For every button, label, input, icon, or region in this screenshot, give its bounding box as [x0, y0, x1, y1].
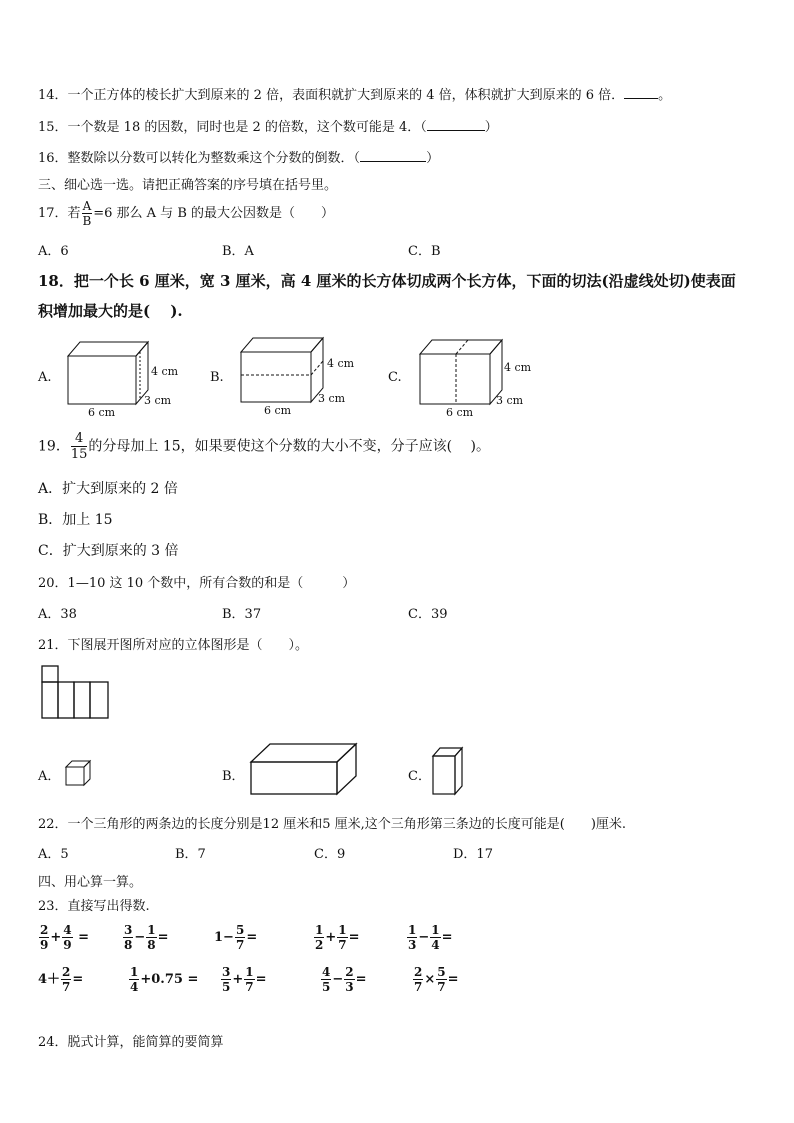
calc-item-3[interactable]: 1− $\frac{5}{7}$ =	[214, 923, 258, 952]
box-b-figure	[248, 740, 360, 798]
question-18-line2: 积增加最大的是( ).	[38, 302, 183, 320]
option-c[interactable]: C．B	[408, 244, 441, 259]
calc-item-2[interactable]: $\frac{3}{8}$ − $\frac{1}{8}$ =	[124, 923, 169, 952]
option-b-label[interactable]: B．	[222, 769, 245, 784]
question-15: 15．一个数是 18 的因数，同时也是 2 的倍数，这个数可能是 4．（ ）	[38, 120, 498, 135]
option-c-label[interactable]: C．	[408, 769, 431, 784]
cuboid-c-diagram	[414, 336, 544, 420]
question-21: 21．下图展开图所对应的立体图形是（ ）。	[38, 638, 309, 653]
cube-net-diagram	[38, 664, 128, 722]
option-b-label[interactable]: B.	[210, 370, 224, 385]
calc-item-5[interactable]: $\frac{1}{3}$ − $\frac{1}{4}$ =	[408, 923, 453, 952]
option-a-label[interactable]: A.	[38, 370, 52, 385]
option-a[interactable]: A．扩大到原来的 2 倍	[38, 481, 178, 497]
question-19: 19． $\frac{4}{15}$ 的分母加上 15，如果要使这个分数的大小不变，分子应该( )。	[38, 431, 491, 462]
question-number: 16．	[38, 151, 68, 166]
question-text: 一个正方体的棱长扩大到原来的 2 倍，表面积就扩大到原来的 4 倍，体积就扩大到原来的 6 倍．	[67, 88, 625, 103]
height-label: 4 cm	[504, 361, 532, 374]
option-b[interactable]: B．A	[222, 244, 254, 259]
calc-item-7[interactable]: $\frac{1}{4}$ +0.75 =	[130, 965, 199, 994]
box-c-figure	[430, 744, 470, 796]
question-text: 整数除以分数可以转化为整数乘这个分数的倒数．（	[67, 151, 361, 166]
answer-blank[interactable]	[624, 86, 658, 99]
width-label: 3 cm	[318, 392, 346, 405]
option-c[interactable]: C．扩大到原来的 3 倍	[38, 543, 179, 559]
option-c-label[interactable]: C.	[388, 370, 402, 385]
answer-blank[interactable]	[427, 118, 485, 131]
option-a[interactable]: A．5	[38, 847, 69, 862]
option-a[interactable]: A．6	[38, 244, 69, 259]
question-number: 14．	[38, 88, 68, 103]
section-3-heading: 三、细心选一选。请把正确答案的序号填在括号里。	[38, 178, 338, 193]
width-label: 3 cm	[496, 394, 524, 407]
question-24: 24．脱式计算，能简算的要简算	[38, 1035, 224, 1050]
question-number: 15．	[38, 120, 68, 135]
cuboid-a-diagram	[60, 338, 190, 420]
cube-a-figure	[64, 760, 94, 788]
option-b[interactable]: B．37	[222, 607, 262, 622]
option-b[interactable]: B．7	[175, 847, 206, 862]
answer-blank[interactable]	[360, 149, 426, 162]
option-b[interactable]: B．加上 15	[38, 512, 113, 528]
question-18-line1: 18．把一个长 6 厘米，宽 3 厘米，高 4 厘米的长方体切成两个长方体，下面的切法(沿虚线处切)使表面	[38, 272, 736, 290]
question-22: 22．一个三角形的两条边的长度分别是12 厘米和5 厘米,这个三角形第三条边的长度可能是( )厘米.	[38, 817, 627, 832]
length-label: 6 cm	[88, 406, 116, 419]
length-label: 6 cm	[446, 406, 474, 419]
fraction-a-over-b: $\frac{A}{B}$	[82, 199, 92, 228]
cuboid-b-diagram	[236, 334, 366, 418]
option-a[interactable]: A．38	[38, 607, 77, 622]
height-label: 4 cm	[327, 357, 355, 370]
option-c[interactable]: C．9	[314, 847, 346, 862]
calc-item-10[interactable]: $\frac{2}{7}$ × $\frac{5}{7}$ =	[414, 965, 459, 994]
question-20: 20．1—10 这 10 个数中，所有合数的和是（ ）	[38, 576, 356, 591]
option-a-label[interactable]: A．	[38, 769, 61, 784]
option-c[interactable]: C．39	[408, 607, 448, 622]
option-d[interactable]: D．17	[453, 847, 493, 862]
calc-item-8[interactable]: $\frac{3}{5}$ + $\frac{1}{7}$ =	[222, 965, 267, 994]
length-label: 6 cm	[264, 404, 292, 417]
height-label: 4 cm	[151, 365, 179, 378]
question-17: 17．若 $\frac{A}{B}$ =6 那么 A 与 B 的最大公因数是（ ）	[38, 199, 335, 228]
question-text: 一个数是 18 的因数，同时也是 2 的倍数，这个数可能是 4．（	[67, 120, 427, 135]
calc-item-1[interactable]: $\frac{2}{9}$ + $\frac{4}{9}$ =	[40, 923, 90, 952]
calc-item-4[interactable]: $\frac{1}{2}$ + $\frac{1}{7}$ =	[315, 923, 360, 952]
calc-item-6[interactable]: 4＋ $\frac{2}{7}$ =	[38, 965, 84, 994]
question-14: 14．一个正方体的棱长扩大到原来的 2 倍，表面积就扩大到原来的 4 倍，体积就扩大到原来的 6 倍． 。	[38, 88, 672, 103]
calc-item-9[interactable]: $\frac{4}{5}$ − $\frac{2}{3}$ =	[322, 965, 367, 994]
section-4-heading: 四、用心算一算。	[38, 875, 143, 890]
width-label: 3 cm	[144, 394, 172, 407]
question-23: 23．直接写出得数.	[38, 899, 150, 914]
fraction-4-15: $\frac{4}{15}$	[70, 431, 88, 462]
question-16: 16．整数除以分数可以转化为整数乘这个分数的倒数．（ ）	[38, 151, 440, 166]
